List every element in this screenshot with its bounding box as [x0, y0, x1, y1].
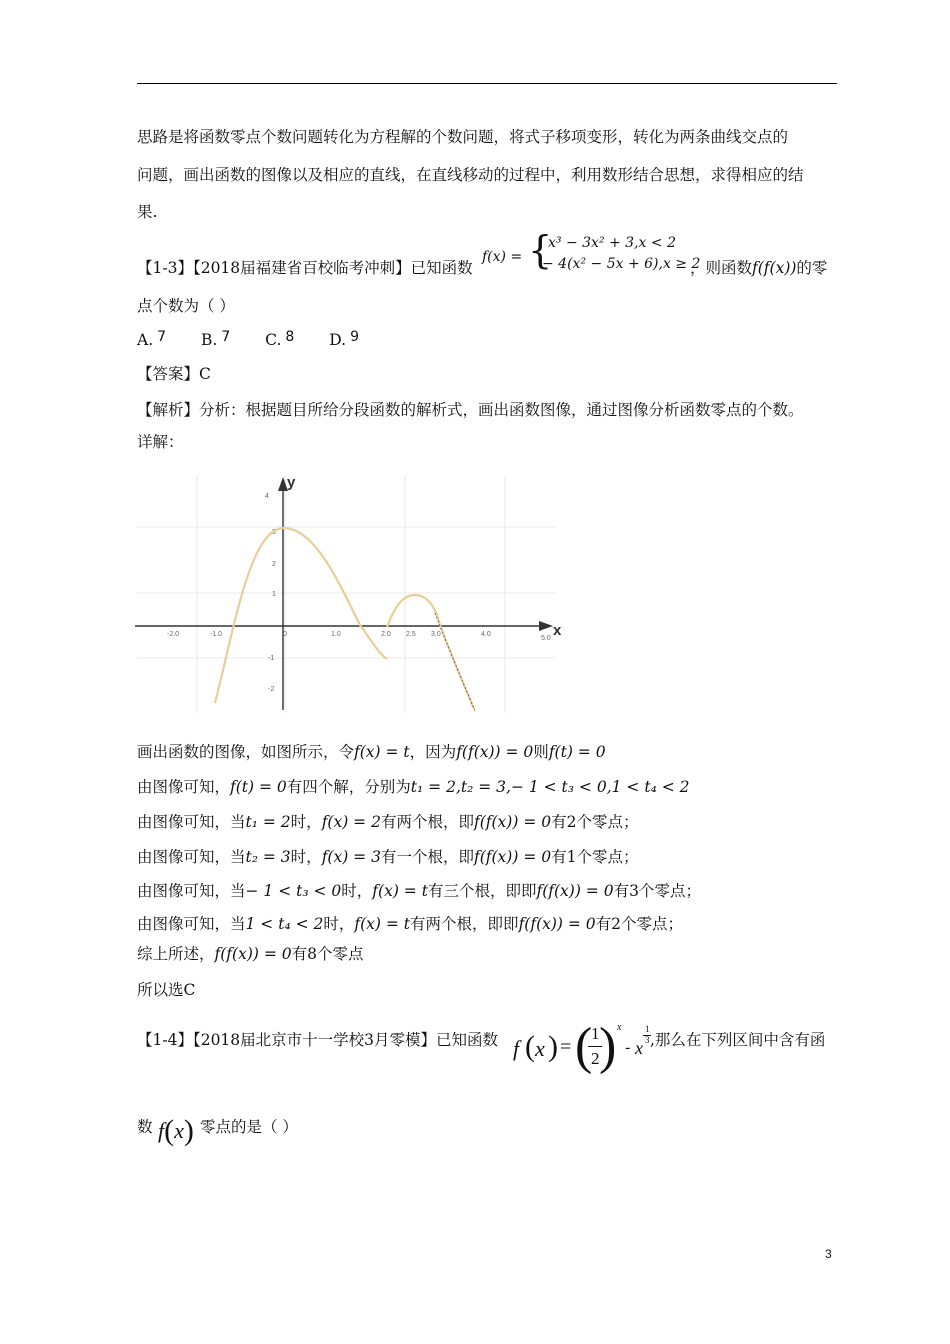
x-axis-arrow [539, 621, 553, 631]
q13-answer: 【答案】C [137, 365, 211, 383]
q13-brace: { [528, 228, 553, 272]
y-tick: -2 [268, 686, 275, 693]
solution-line-3: 由图像可知，当t₁ = 2时，f(x) = 2有两个根，即f(f(x)) = 0有2个零点； [137, 813, 639, 831]
option-a: A. 7 [137, 329, 167, 349]
x-tick: 3.0 [431, 631, 441, 638]
option-b: B. 7 [200, 329, 231, 349]
option-d: D. 9 [329, 329, 359, 349]
x-tick: 2.0 [381, 631, 391, 638]
grid-lines [137, 475, 555, 713]
q13-analysis: 【解析】分析：根据题目所给分段函数的解析式，画出函数图像，通过图像分析函数零点的个数。 [137, 401, 804, 419]
q14-fx-inline: f(x) [158, 1114, 194, 1147]
q13-piece-1: x³ − 3x² + 3,x < 2 [548, 235, 676, 251]
q13-fx: f(x) = [482, 249, 523, 265]
q13-prefix: 【1-3】【2018届福建省百校临考冲刺】已知函数 [137, 259, 473, 277]
q13-suffix: 的零 [796, 259, 828, 277]
q13-piece-2: − 4(x² − 5x + 6),x ≥ 2 [542, 256, 701, 272]
y-tick: 3 [272, 529, 276, 536]
curve-cubic-branch [215, 528, 387, 703]
x-tick: 4.0 [481, 631, 491, 638]
x-tick: 0 [283, 631, 287, 638]
q13-detail: 详解： [137, 433, 184, 451]
solution-line-4: 由图像可知，当t₂ = 3时，f(x) = 3有一个根，即f(f(x)) = 0有1个零点； [137, 848, 639, 866]
solution-line-6: 由图像可知，当1 < t₄ < 2时，f(x) = t有两个根，即即f(f(x)) = 0有2个零点； [137, 915, 684, 933]
q13-line-2: 点个数为（ ） [137, 297, 235, 315]
y-axis-label: y [287, 474, 296, 491]
x-axis-label: x [553, 622, 562, 639]
curve-parabola-branch [387, 595, 474, 709]
q14-line-2-suffix: 零点的是（ ） [200, 1118, 298, 1136]
x-tick: 5.0 [541, 635, 551, 642]
x-tick: 2.5 [406, 631, 416, 638]
intro-line-1: 思路是将函数零点个数问题转化为方程解的个数问题，将式子移项变形，转化为两条曲线交点的 [137, 128, 789, 146]
y-tick: 2 [272, 561, 276, 568]
x-tick: -2.0 [167, 631, 180, 638]
q14-line-2: 数 [137, 1118, 153, 1136]
header-rule [137, 83, 837, 84]
solution-line-1: 画出函数的图像，如图所示，令f(x) = t，因为f(f(x)) = 0则f(t) = 0 [137, 743, 606, 761]
q13-ffx: f(f(x)) [752, 259, 797, 277]
intro-line-2: 问题，画出函数的图像以及相应的直线，在直线移动的过程中，利用数形结合思想，求得相应的结 [137, 166, 804, 184]
y-tick: 1 [272, 591, 276, 598]
page-number: 3 [825, 1247, 832, 1261]
q14-prefix: 【1-4】【2018届北京市十一学校3月零模】已知函数 [137, 1031, 499, 1049]
solution-line-8: 所以选C [137, 981, 196, 999]
q13-mid: ，则函数 [690, 259, 753, 277]
y-tick: -1 [268, 655, 275, 662]
solution-line-5: 由图像可知，当− 1 < t₃ < 0时，f(x) = t有三个根，即即f(f(x)) = 0有3个零点； [137, 882, 701, 900]
q14-formula: f ( x ) = ( 1 2 ) x - x 1 3 [513, 1018, 650, 1075]
intro-line-3: 果. [137, 203, 158, 221]
q13-options [137, 330, 389, 351]
q14-suffix: ,那么在下列区间中含有函 [650, 1031, 826, 1049]
solution-line-7: 综上所述，f(f(x)) = 0有8个零点 [137, 945, 364, 963]
function-graph [135, 465, 575, 720]
x-tick: 1.0 [331, 631, 341, 638]
solution-line-2: 由图像可知，f(t) = 0有四个解，分别为t₁ = 2,t₂ = 3,− 1 < t₃ < 0,1 < t₄ < 2 [137, 778, 690, 796]
x-tick-labels [167, 631, 551, 642]
x-tick: -1.0 [210, 631, 223, 638]
y-tick: 4 [265, 493, 269, 500]
option-c: C. 8 [265, 329, 295, 349]
